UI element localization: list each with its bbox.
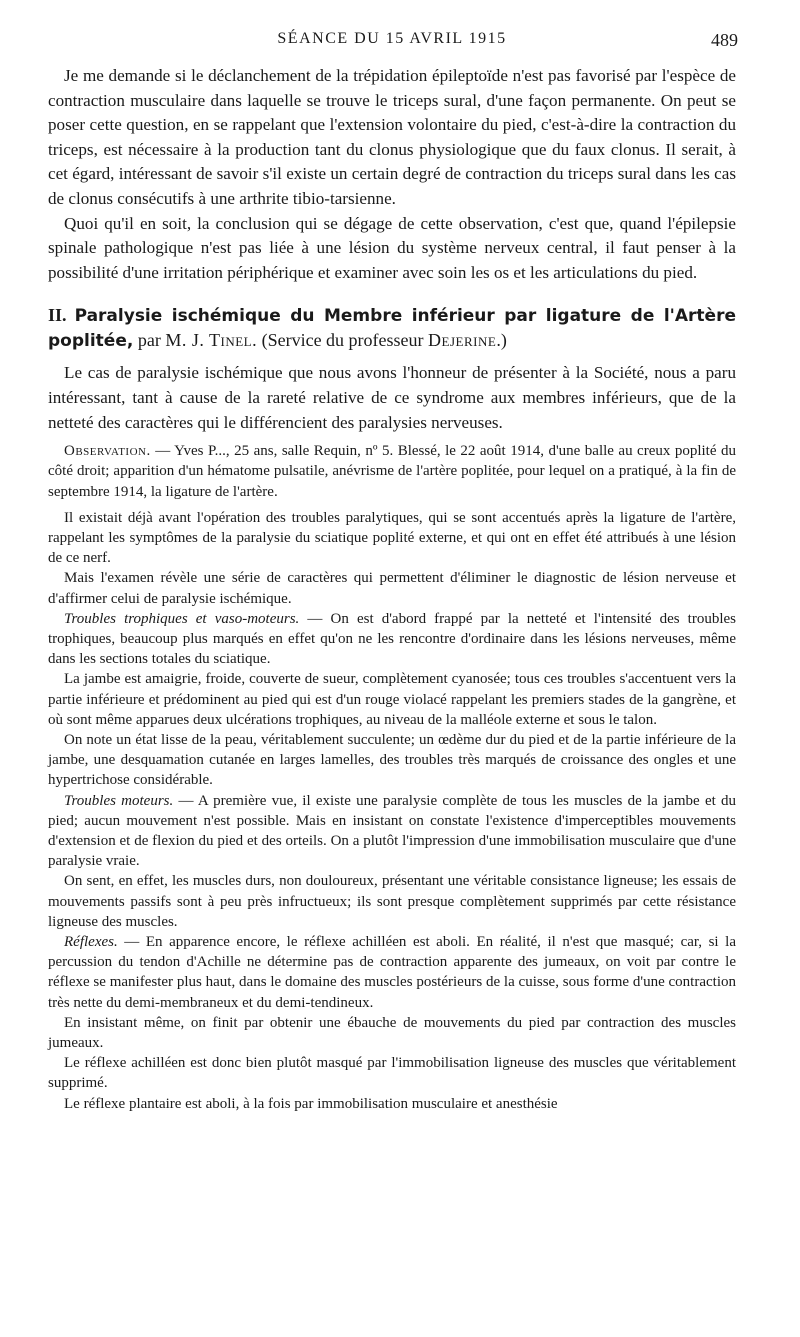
observation-paragraph bbox=[48, 441, 736, 502]
section-by: par bbox=[137, 330, 161, 351]
section-author: M. J. Tinel. bbox=[165, 330, 258, 351]
section-number: II. bbox=[48, 305, 67, 326]
paragraph: Je me demande si le déclanchement de la trépidation épileptoïde n'est pas favorisé par l'espèce de contraction musculaire dans laquelle se trouve le triceps sural, d'une façon permanente. On peut se poser cette question, en se rappelant que l'extension volontaire du pied, c'est-à-dire la contraction du triceps, est nécessaire à la production tant du clonus physiologique que du faux clonus. Il serait, à cet égard, intéressant de savoir s'il existe un certain degré de contraction du triceps sural dans les cas de clonus consécutifs à une arthrite tibio-tarsienne. bbox=[48, 66, 736, 208]
section-service: (Service du professeur bbox=[261, 330, 424, 351]
small-paragraph: En insistant même, on finit par obtenir une ébauche de mouvements du pied par contraction des muscles jumeaux. bbox=[48, 1014, 736, 1052]
motor-label: Troubles moteurs. bbox=[64, 792, 174, 809]
small-paragraph: Le réflexe achilléen est donc bien plutôt masqué par l'immobilisation ligneuse des muscles que véritablement supprimé. bbox=[48, 1055, 736, 1092]
small-paragraph: On note un état lisse de la peau, véritablement succulente; un œdème dur du pied et de la partie inférieure de la jambe, une desquamation cutanée en larges lamelles, des troubles très marqués de croissance des ongles et une hypertrichose considérable. bbox=[48, 731, 736, 789]
section-heading bbox=[48, 303, 736, 353]
running-header bbox=[48, 30, 736, 64]
reflex-paragraph bbox=[48, 932, 736, 1013]
small-paragraph: Il existait déjà avant l'opération des troubles paralytiques, qui se sont accentués après la ligature de l'artère, rappelant les symptômes de la paralysie du sciatique poplité externe, et qui ont en effet été attribués à une lésion de ce nerf. bbox=[48, 509, 736, 567]
reflex-text: — En apparence encore, le réflexe achilléen est aboli. En réalité, il n'est que masqué; car, si la percussion du tendon d'Achille ne détermine pas de contraction apparente des jumeaux, on voit par contre le réflexe se manifester plus haut, dans le domaine des muscles postérieurs de la cuisse, sous forme d'une contraction très nette du demi-membraneux et du demi-tendineux. bbox=[48, 934, 736, 1011]
small-paragraph: Mais l'examen révèle une série de caractères qui permettent d'éliminer le diagnostic de lésion nerveuse et d'affirmer celui de paralysie ischémique. bbox=[48, 570, 736, 607]
trophic-label: Troubles trophiques et vaso-moteurs. bbox=[64, 610, 300, 627]
observation-label: Observation. bbox=[64, 443, 151, 460]
page-number: 489 bbox=[711, 30, 738, 50]
small-paragraph: On sent, en effet, les muscles durs, non douloureux, présentant une véritable consistance ligneuse; les essais de mouvements passifs sont à peu près infructueux; ils sont presque complètement supprimés par cette résistance ligneuse des muscles. bbox=[48, 873, 736, 930]
trophic-text: — On est d'abord frappé par la netteté et l'intensité des troubles trophiques, beaucoup plus marqués en effet qu'on ne les rencontre d'ordinaire dans les lésions nerveuses, même dans les sections totales du sciatique. bbox=[48, 610, 737, 668]
trophic-paragraph bbox=[48, 609, 736, 670]
small-paragraph: Le réflexe plantaire est aboli, à la fois par immobilisation musculaire et anesthésie bbox=[64, 1095, 558, 1112]
section-title: Paralysie ischémique du Membre inférieur par ligature de l'Artère poplitée, bbox=[48, 306, 736, 352]
small-paragraph: La jambe est amaigrie, froide, couverte de sueur, complètement cyanosée; tous ces troubles s'accentuent vers la partie inférieure et prédominent au pied qui est d'un rouge violacé rappelant les premiers stades de la gangrène, et où sont même apparues deux ulcérations trophiques, au niveau de la malléole externe et sous le talon. bbox=[48, 671, 736, 728]
section-service-close: .) bbox=[496, 330, 507, 351]
running-title: SÉANCE DU 15 AVRIL 1915 bbox=[277, 30, 507, 47]
reflex-label: Réflexes. bbox=[64, 934, 118, 950]
observation-text: — Yves P..., 25 ans, salle Requin, nº 5. Blessé, le 22 août 1914, d'une balle au creux poplité du côté droit; apparition d'un hématome pulsatile, anévrisme de l'artère poplitée, pour lequel on a pratiqué, à la fin de septembre 1914, la ligature de l'artère. bbox=[48, 443, 736, 500]
motor-text: — A première vue, il existe une paralysie complète de tous les muscles de la jambe et du pied; aucun mouvement n'est possible. Mais en insistant on constate l'existence d'imperceptibles mouvements d'extension et de flexion du pied et des orteils. On a plutôt l'impression d'une immobilisation musculaire que d'une paralysie vraie. bbox=[48, 792, 737, 870]
lead-paragraph: Le cas de paralysie ischémique que nous avons l'honneur de présenter à la Société, nous a paru intéressant, tant à cause de la rareté relative de ce syndrome aux membres inférieurs, que de la netteté des caractères qui le différencient des paralysies nerveuses. bbox=[48, 363, 736, 432]
section-professor: Dejerine bbox=[428, 330, 497, 351]
motor-paragraph bbox=[48, 791, 736, 872]
paragraph: Quoi qu'il en soit, la conclusion qui se dégage de cette observation, c'est que, quand l'épilepsie spinale pathologique n'est pas liée à une lésion du système nerveux central, il faut penser à la possibilité d'une irritation périphérique et examiner avec soin les os et les articulations du pied. bbox=[48, 213, 736, 282]
